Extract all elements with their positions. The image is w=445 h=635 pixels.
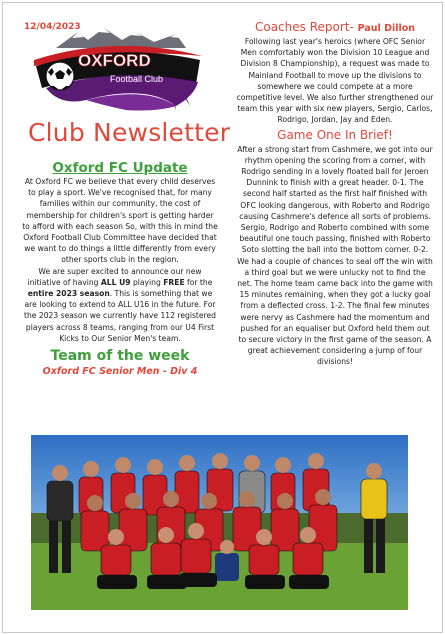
update-paragraph-1: At Oxford FC we believe that every child deserves to play a sport. We've recognised that, for many families within our community, the cost of membership for children's sport is getting harder to afford with each season So, with this in mind the Oxford Football Club Committee have decided that we want to do things a little differently from every other sports club in the region. <box>22 177 218 265</box>
bold-text-run: FREE <box>163 277 185 287</box>
team-of-week-subheading: Oxford FC Senior Men - Div 4 <box>42 366 198 378</box>
coaches-report-title: Coaches Report- <box>254 20 358 34</box>
newsletter-title: Club Newsletter <box>28 118 231 147</box>
team-of-week-heading: Team of the week <box>50 348 190 365</box>
bold-text-run: entire 2023 season <box>27 289 110 299</box>
soccer-ball-icon <box>46 62 74 90</box>
coaches-report-heading <box>236 20 434 34</box>
bold-text-run: ALL U9 <box>100 277 131 287</box>
right-column <box>236 20 434 368</box>
text-run: . This is something that we are looking to extend to ALL U16 in the future. For the 2023 season we currently have 112 registered players across 8 teams, ranging from our U4 First Kicks to Our Senior Men's team. <box>24 289 216 343</box>
coaches-report-author: Paul Dillon <box>357 23 416 34</box>
left-column <box>22 160 218 377</box>
team-photo <box>31 435 408 610</box>
mountain-icon <box>56 28 186 48</box>
update-paragraph-2 <box>22 266 218 344</box>
update-heading: Oxford FC Update <box>52 160 188 176</box>
logo-title-text: OXFORD <box>78 51 151 70</box>
football-club-logo <box>26 26 208 114</box>
logo-subtitle-text: Football Club <box>110 74 164 84</box>
text-run: We are super excited to announce our new initiative of having <box>27 266 202 287</box>
text-run: playing <box>130 277 164 287</box>
text-run: for the <box>184 277 213 287</box>
game-one-text: After a strong start from Cashmere, we got into our rhythm opening the scoring from a corner, with Rodrigo sending in a lovely floated ball for Jeroen Dunnink to finish with a great header. 0-1. The second half started as the first half finished with OFC looking dangerous, with Roberto and Rodrigo causing Cashmere's defence all sorts of problems. Sergio, Rodrigo and Roberto combined with some beautiful one touch passing, finished with Roberto Soto slotting the ball into the bottom corner. 0-2. We had a couple of chances to seal off the win with a third goal but we were unlucky not to find the net. The home team came back into the game with 15 minutes remaining, when they got a lucky goal from a deflected cross. 1-2. The final few minutes were nervy as Cashmere had the momentum and pushed for an equaliser but Oxford held them out to secure victory in the first game of the season. A great achievement considering a jump of four divisions! <box>237 144 433 367</box>
game-one-heading: Game One In Brief! <box>277 127 393 142</box>
coaches-report-text: Following last year's heroics (where OFC Senior Men comfortably won the Division 10 League and Division 8 Championship), a request was made to Mainland Football to move up the divisions to somewhere we could compete at a more competitive level. We also further strengthened our team this year with six new players, Sergio, Carlos, Rodrigo, Jordan, Jay and Eden. <box>236 37 434 125</box>
newsletter-date: 12/04/2023 <box>24 22 81 32</box>
